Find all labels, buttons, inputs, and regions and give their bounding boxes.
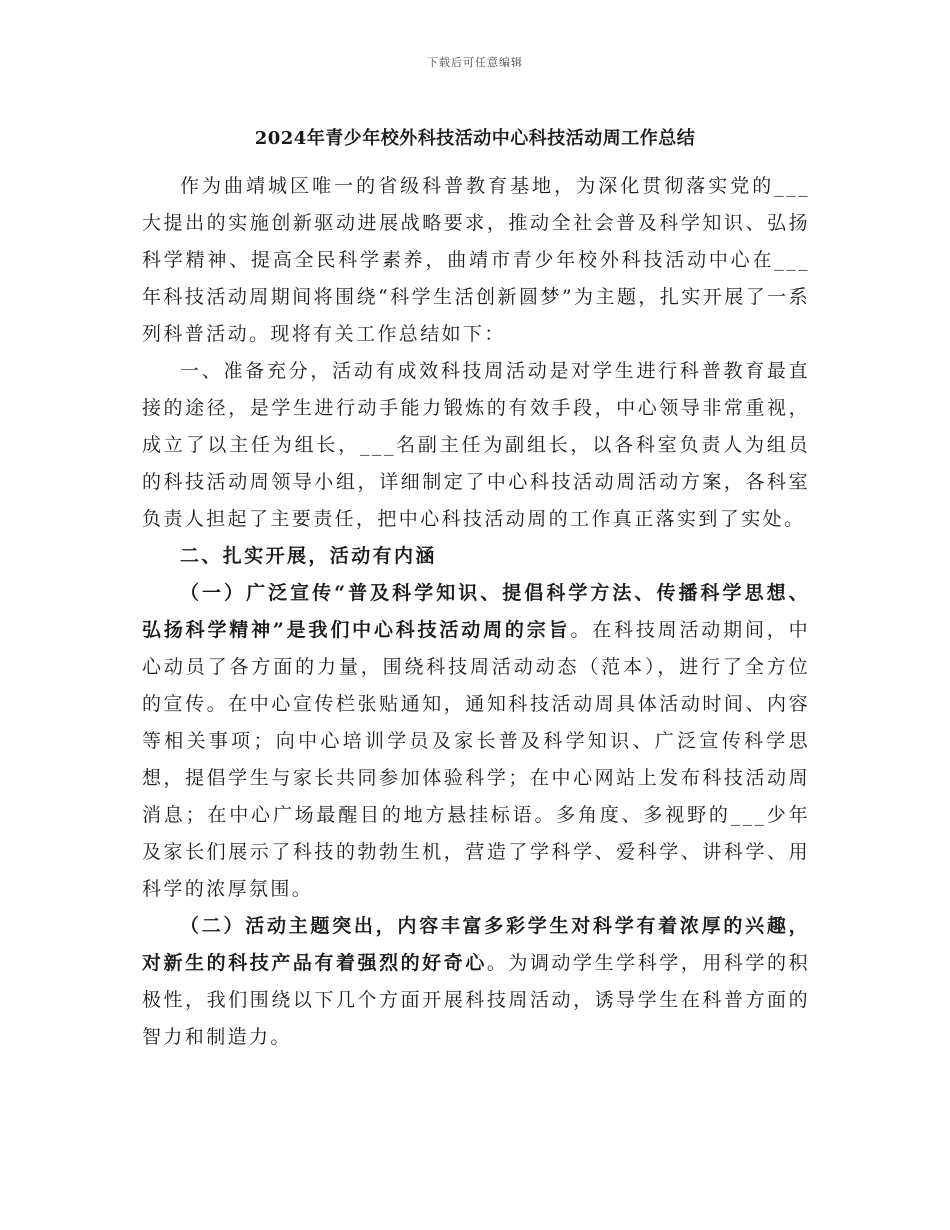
- document-title: 2024年青少年校外科技活动中心科技活动周工作总结: [254, 128, 696, 149]
- section-2-2-paragraph: [142, 908, 810, 1056]
- section-2-heading: 二、扎实开展，活动有内涵: [180, 545, 437, 567]
- section-2-2-body: 。为调动学生学科学，用科学的积极性，我们围绕以下几个方面开展科技周活动，诱导学生在科普方面的智力和制造力。: [142, 952, 810, 1048]
- section-2-1-paragraph: [142, 575, 810, 908]
- section-2-1-body: 。在科技周活动期间，中心动员了各方面的力量，围绕科技周活动动态（范本），进行了全方位的宣传。在中心宣传栏张贴通知，通知科技活动周具体活动时间、内容等相关事项；向中心培训学员及家长普及科学知识、广泛宣传科学思想，提倡学生与家长共同参加体验科学；在中心网站上发布科技活动周消息；在中心广场最醒目的地方悬挂标语。多角度、多视野的___少年及家长们展示了科技的勃勃生机，营造了学科学、爱科学、讲科学、用科学的浓厚氛围。: [142, 619, 810, 900]
- header-note: 下载后可任意编辑: [427, 56, 523, 69]
- section-2-1-lead: （一）广泛宣传“普及科学知识、提倡科学方法、传播科学思想、弘扬科学精神”是我们中心科技活动周的宗旨: [142, 582, 810, 641]
- section-2-2-lead: （二）活动主题突出，内容丰富多彩学生对科学有着浓厚的兴趣，对新生的科技产品有着强烈的好奇心: [142, 915, 810, 974]
- document-body: [142, 168, 810, 1056]
- intro-paragraph: 作为曲靖城区唯一的省级科普教育基地，为深化贯彻落实党的___大提出的实施创新驱动进展战略要求，推动全社会普及科学知识、弘扬科学精神、提高全民科学素养，曲靖市青少年校外科技活动中心在___年科技活动周期间将围绕“科学生活创新圆梦”为主题，扎实开展了一系列科普活动。现将有关工作总结如下：: [142, 175, 810, 345]
- section-1-paragraph: 一、准备充分，活动有成效科技周活动是对学生进行科普教育最直接的途径，是学生进行动手能力锻炼的有效手段，中心领导非常重视，成立了以主任为组长，___名副主任为副组长，以各科室负责人为组员的科技活动周领导小组，详细制定了中心科技活动周活动方案，各科室负责人担起了主要责任，把中心科技活动周的工作真正落实到了实处。: [142, 360, 810, 530]
